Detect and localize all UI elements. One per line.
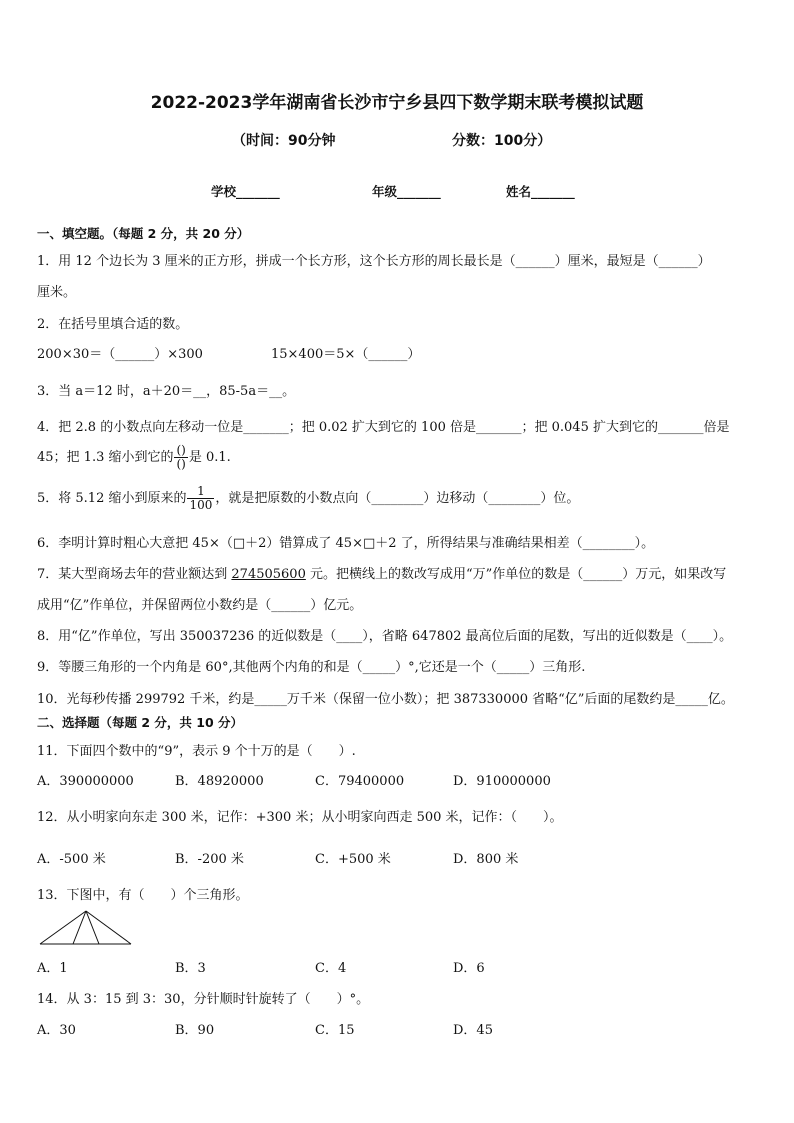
question-2b: 15×400＝5×（______） (271, 347, 421, 362)
fraction-numerator: 1 (187, 485, 214, 499)
fraction-one-hundredth (187, 485, 214, 512)
question-9: 9．等腰三角形的一个内角是 60°,其他两个内角的和是（_____）°,它还是一个（_____）三角形. (37, 660, 586, 675)
question-7-text-a: 7．某大型商场去年的营业额达到 (37, 567, 232, 582)
question-14-option-c: C．15 (315, 1023, 355, 1038)
section-1-heading: 一、填空题。（每题 2 分，共 20 分） (37, 226, 250, 241)
question-14: 14．从 3：15 到 3：30，分针顺时针旋转了（ ）°。 (37, 992, 370, 1007)
question-13-option-b: B．3 (175, 961, 206, 976)
question-13-option-a: A．1 (37, 961, 68, 976)
question-14-option-b: B．90 (175, 1023, 215, 1038)
school-field: 学校_______ (211, 184, 280, 199)
question-12: 12．从小明家向东走 300 米，记作：+300 米；从小明家向西走 500 米，记作：（ ）。 (37, 810, 563, 825)
grade-field: 年级_______ (372, 184, 441, 199)
question-12-option-d: D．800 米 (453, 852, 519, 867)
exam-time: （时间：90分钟 (232, 133, 336, 149)
question-11: 11．下面四个数中的“9”，表示 9 个十万的是（ ）. (37, 744, 356, 759)
question-13-option-d: D．6 (453, 961, 485, 976)
question-11-option-d: D．910000000 (453, 774, 551, 789)
question-8: 8．用“亿”作单位，写出 350037236 的近似数是（____），省略 647802 最高位后面的尾数，写出的近似数是（____）。 (37, 629, 733, 644)
question-1-line-1: 1．用 12 个边长为 3 厘米的正方形，拼成一个长方形，这个长方形的周长最长是（______）厘米，最短是（______） (37, 254, 711, 269)
fraction-blank (174, 444, 187, 471)
fraction-denominator: 100 (189, 498, 213, 512)
question-4-text-a: 45；把 1.3 缩小到它的 (37, 450, 174, 465)
fraction-denominator: () (176, 457, 186, 471)
question-6: 6．李明计算时粗心大意把 45×（□＋2）错算成了 45×□＋2 了，所得结果与准确结果相差（________）。 (37, 536, 655, 551)
question-5 (37, 485, 579, 512)
question-4-text-b: 是 0.1. (188, 450, 231, 465)
question-12-option-c: C．+500 米 (315, 852, 391, 867)
exam-score: 分数：100分） (452, 133, 552, 149)
name-field: 姓名_______ (506, 184, 575, 199)
question-13: 13．下图中，有（ ）个三角形。 (37, 888, 249, 903)
triangle-figure (37, 908, 135, 948)
question-3: 3．当 a＝12 时，a＋20＝__，85-5a＝__。 (37, 384, 296, 399)
question-7-text-b: 元。把横线上的数改写成用“万”作单位的数是（______）万元，如果改写 (305, 567, 727, 582)
question-12-option-a: A．-500 米 (37, 852, 106, 867)
question-2a: 200×30＝（______）×300 (37, 347, 203, 362)
question-12-option-b: B．-200 米 (175, 852, 244, 867)
question-11-option-a: A．390000000 (37, 774, 134, 789)
question-2: 2．在括号里填合适的数。 (37, 317, 189, 332)
question-11-option-c: C．79400000 (315, 774, 405, 789)
question-4-line-1: 4．把 2.8 的小数点向左移动一位是_______；把 0.02 扩大到它的 100 倍是_______；把 0.045 扩大到它的_______倍是 (37, 420, 730, 435)
question-7-line-1 (37, 563, 726, 582)
question-5-text-a: 5．将 5.12 缩小到原来的 (37, 491, 187, 506)
question-13-option-c: C．4 (315, 961, 347, 976)
question-5-text-b: ，就是把原数的小数点向（________）边移动（________）位。 (215, 491, 580, 506)
question-11-option-b: B．48920000 (175, 774, 264, 789)
page-title: 2022-2023学年湖南省长沙市宁乡县四下数学期末联考模拟试题 (150, 93, 644, 113)
question-4-line-2 (37, 444, 231, 471)
section-2-heading: 二、选择题（每题 2 分，共 10 分） (37, 715, 244, 730)
question-10: 10．光每秒传播 299792 千米，约是_____万千米（保留一位小数）；把 387330000 省略“亿”后面的尾数约是_____亿。 (37, 692, 734, 707)
underlined-number: 274505600 (231, 567, 306, 582)
question-7-line-2: 成用“亿”作单位，并保留两位小数约是（______）亿元。 (37, 598, 363, 613)
question-14-option-d: D．45 (453, 1023, 493, 1038)
question-1-line-2: 厘米。 (37, 285, 77, 300)
fraction-numerator: () (176, 443, 186, 457)
question-14-option-a: A．30 (37, 1023, 76, 1038)
